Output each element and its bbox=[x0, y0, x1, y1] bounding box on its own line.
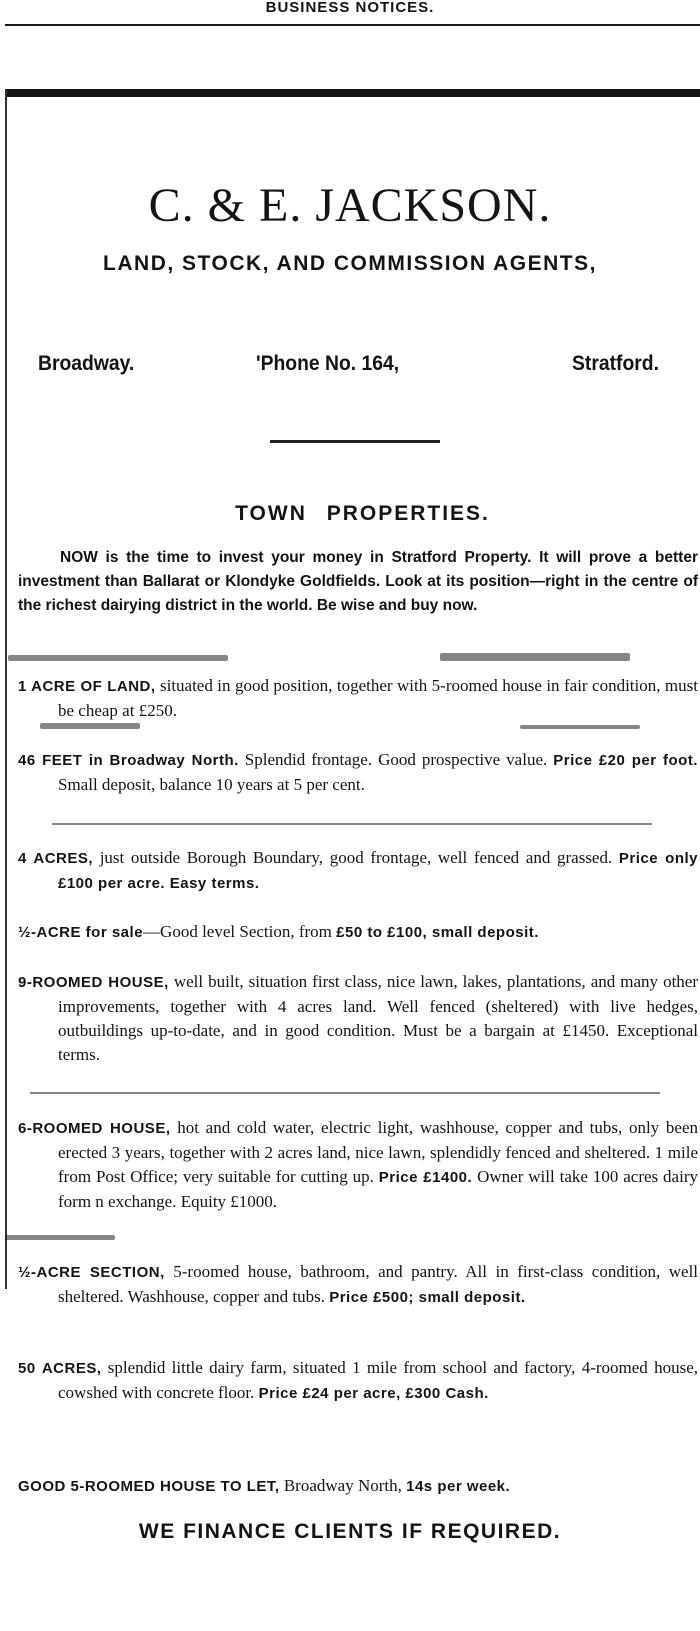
listing-6-roomed-house bbox=[18, 1116, 698, 1214]
listing-50-acres bbox=[18, 1356, 698, 1406]
advert-top-border bbox=[5, 89, 700, 97]
listing-head: 1 ACRE OF LAND, bbox=[18, 678, 156, 695]
address-left: Broadway. bbox=[38, 352, 135, 375]
listing-head: 50 ACRES, bbox=[18, 1360, 102, 1377]
listing-price: Price £1400. bbox=[378, 1169, 473, 1186]
listing-price: 14s per week. bbox=[406, 1478, 511, 1495]
print-smudge bbox=[40, 723, 140, 729]
intro-text: NOW is the time to invest your money in Stratford Property. It will prove a better investment than Ballarat or Klondyke Goldfields. Look at its position—right in the centre of the richest dairying district in the world. Be wise and buy now. bbox=[18, 549, 698, 614]
listing-body: situated in good position, together with 5-roomed house in fair condition, must be cheap at £250. bbox=[58, 676, 698, 720]
firm-subtitle: LAND, STOCK, AND COMMISSION AGENTS, bbox=[103, 252, 597, 275]
listing-half-acre bbox=[18, 920, 698, 945]
listing-body: Broadway North, bbox=[279, 1476, 407, 1495]
listing-body: —Good level Section, from bbox=[143, 922, 337, 941]
print-smudge bbox=[8, 655, 228, 661]
listing-body: Owner will take 100 acres dairy form n exchange. Equity £1000. bbox=[58, 1167, 698, 1211]
listing-46-feet bbox=[18, 748, 698, 797]
listing-head: 46 FEET in Broadway North. bbox=[18, 752, 239, 769]
listing-price: £50 to £100, small deposit. bbox=[336, 924, 539, 941]
print-smudge bbox=[5, 1235, 115, 1240]
listing-head: 6-ROOMED HOUSE, bbox=[18, 1120, 171, 1137]
divider bbox=[270, 440, 440, 443]
listing-body: Small deposit, balance 10 years at 5 per cent. bbox=[58, 775, 365, 794]
address-right: Stratford. bbox=[572, 352, 659, 375]
listing-price: Price £24 per acre, £300 Cash. bbox=[258, 1385, 489, 1402]
print-smudge bbox=[52, 823, 652, 825]
print-smudge bbox=[30, 1092, 660, 1094]
listing-body: 5-roomed house, bathroom, and pantry. All in first-class condition, well sheltered. Washhouse, copper and tubs. bbox=[58, 1262, 699, 1306]
listing-price: Price only £100 per acre. Easy terms. bbox=[58, 850, 698, 892]
print-smudge bbox=[440, 653, 630, 661]
closing-statement: WE FINANCE CLIENTS IF REQUIRED. bbox=[138, 1520, 562, 1543]
listing-body: Splendid frontage. Good prospective value. bbox=[238, 750, 554, 769]
print-smudge bbox=[520, 725, 640, 729]
listing-body: well built, situation first class, nice lawn, lakes, plantations, and many other improvements, together with 4 acres land. Well fenced (sheltered) with live hedges, outbuildings up-to-date, and in good condition. Must be a bargain at £1450. Exceptional terms. bbox=[58, 972, 699, 1064]
section-header: BUSINESS NOTICES. bbox=[265, 0, 435, 16]
listing-body: splendid little dairy farm, situated 1 mile from school and factory, 4-roomed house, cowshed with concrete floor. bbox=[58, 1358, 698, 1402]
header-rule bbox=[5, 24, 700, 26]
listing-9-roomed-house bbox=[18, 970, 698, 1067]
phone-number: 'Phone No. 164, bbox=[256, 352, 400, 375]
listing-head: ½-ACRE SECTION, bbox=[18, 1264, 165, 1281]
listing-half-acre-section bbox=[18, 1260, 698, 1310]
listing-head: ½-ACRE for sale bbox=[18, 924, 144, 941]
listing-1-acre bbox=[18, 674, 698, 723]
listing-head: 4 ACRES, bbox=[18, 850, 94, 867]
listing-4-acres bbox=[18, 846, 698, 896]
town-properties-heading: TOWN PROPERTIES. bbox=[235, 502, 490, 525]
firm-name: C. & E. JACKSON. bbox=[148, 179, 552, 232]
listing-price: Price £500; small deposit. bbox=[329, 1289, 526, 1306]
intro-paragraph bbox=[18, 546, 698, 618]
listing-head: GOOD 5-ROOMED HOUSE TO LET, bbox=[18, 1478, 280, 1495]
listing-house-to-let bbox=[18, 1474, 698, 1499]
listing-price: Price £20 per foot. bbox=[553, 752, 698, 769]
listing-body: just outside Borough Boundary, good frontage, well fenced and grassed. bbox=[93, 848, 619, 867]
listing-head: 9-ROOMED HOUSE, bbox=[18, 974, 169, 991]
listing-body: hot and cold water, electric light, washhouse, copper and tubs, only been erected 3 years, together with 2 acres land, nice lawn, splendidly fenced and sheltered. 1 mile from Post Office; very suitable for cutting up. bbox=[58, 1118, 699, 1186]
